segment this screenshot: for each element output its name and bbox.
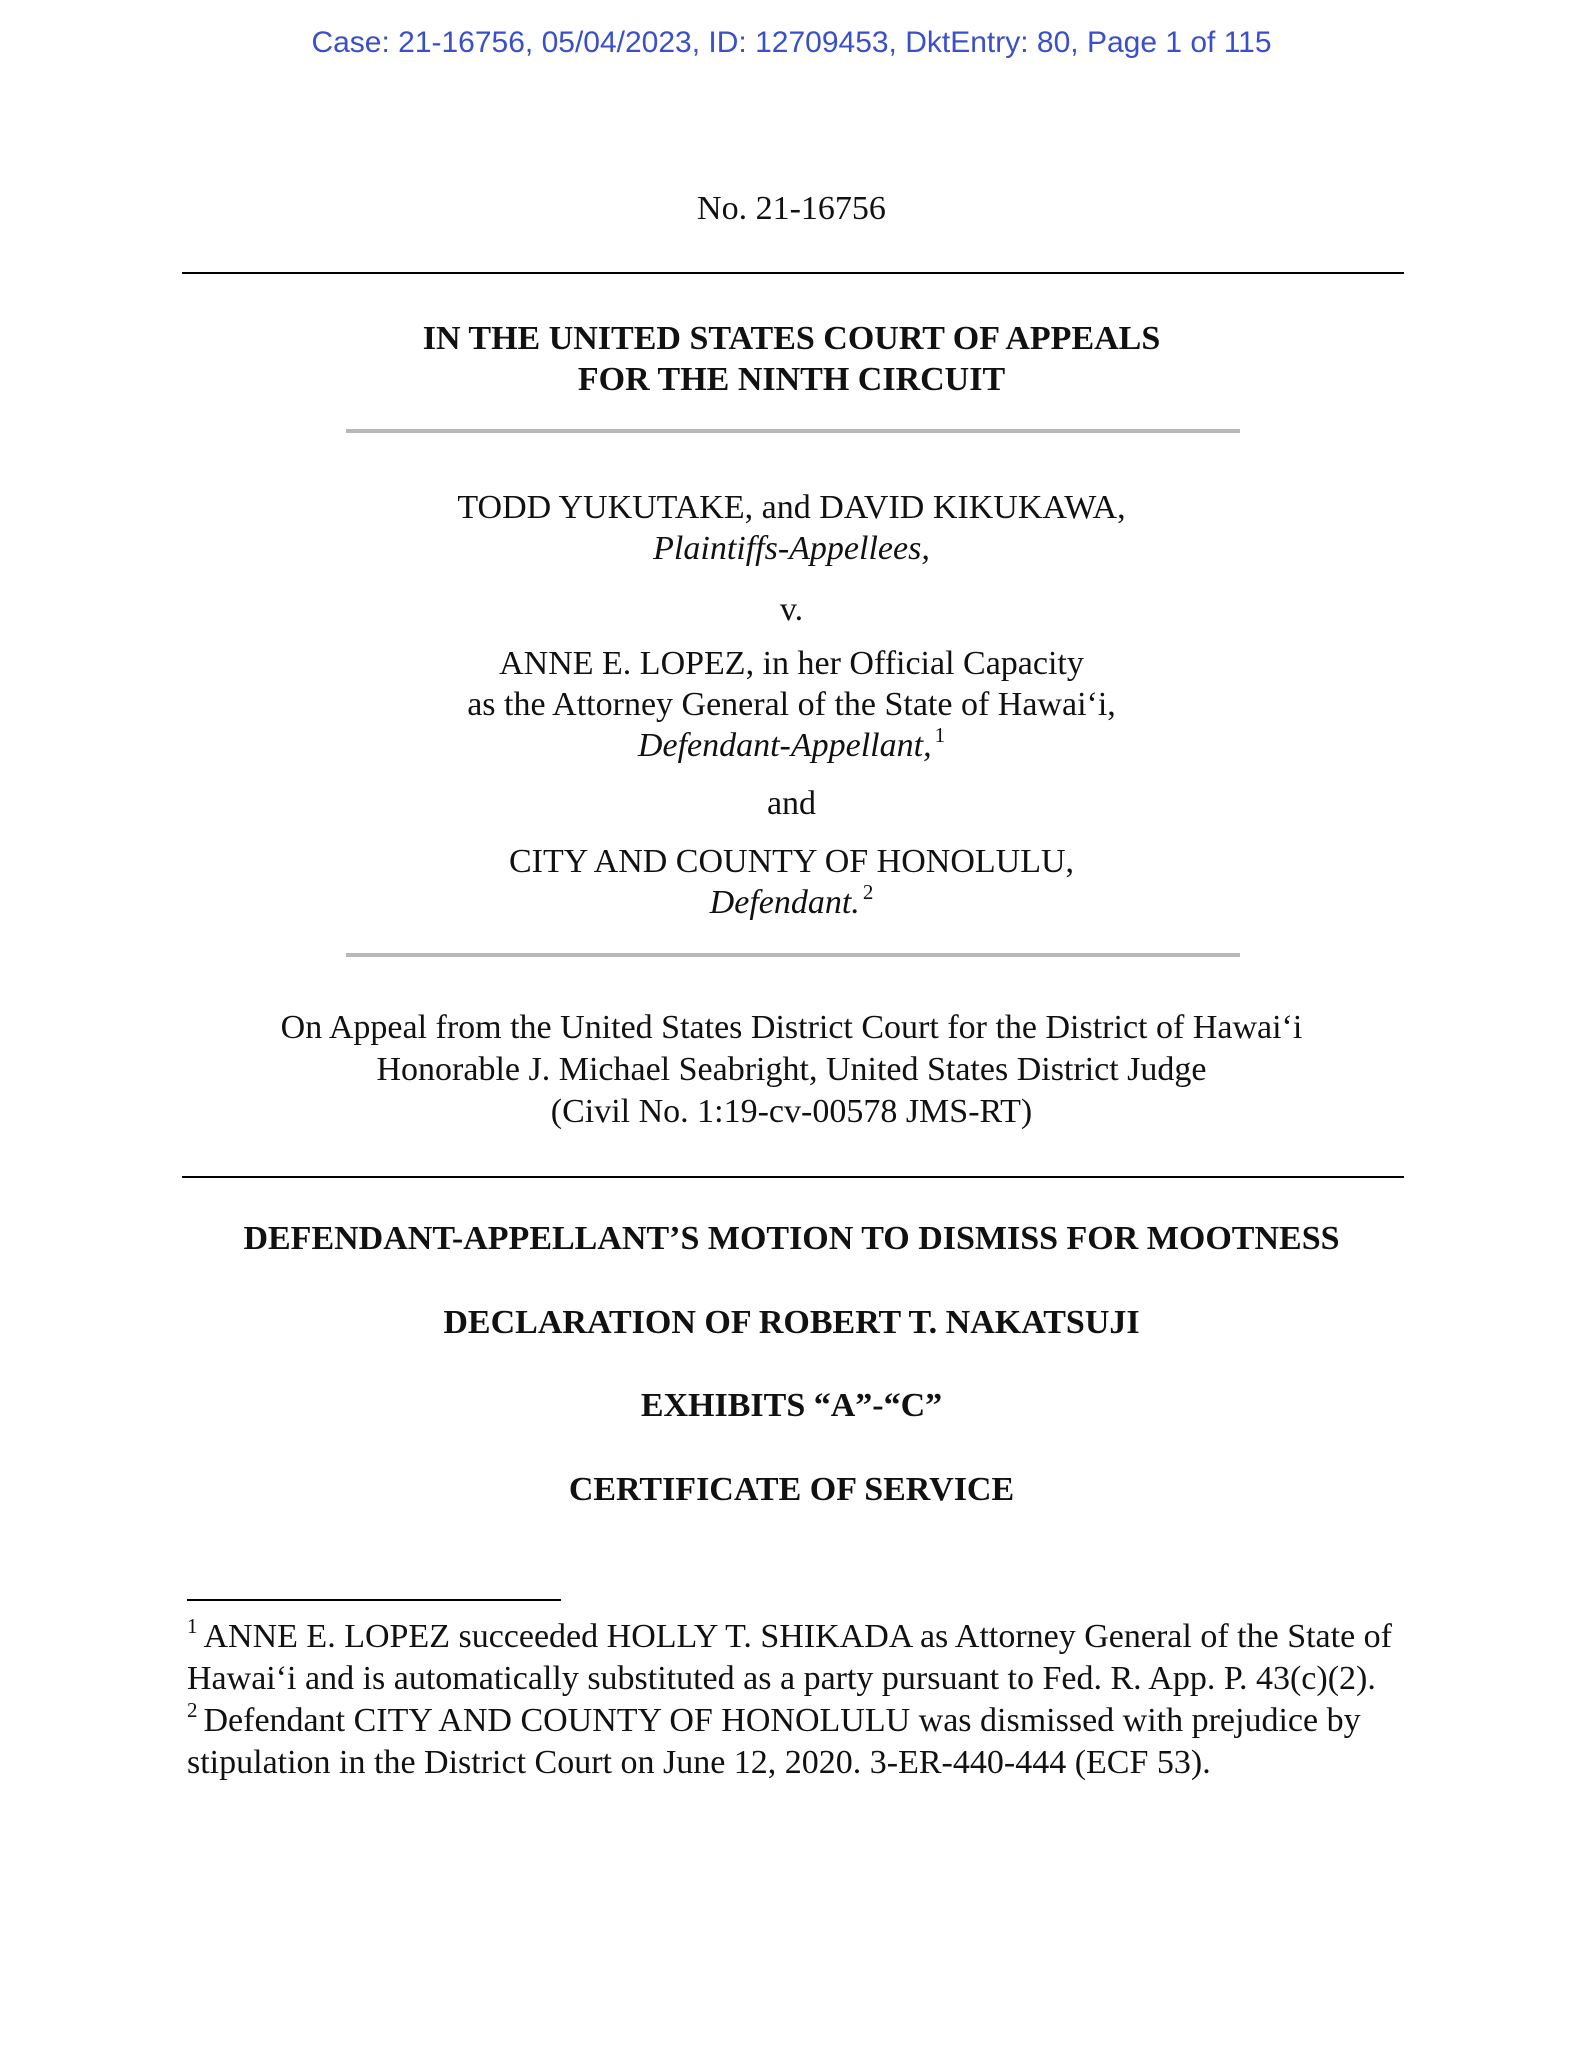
top-divider [182, 272, 1404, 274]
defendant1-role: Defendant-Appellant, [637, 727, 932, 764]
court-name [0, 318, 1583, 400]
appeal-line-3: (Civil No. 1:19-cv-00578 JMS-RT) [550, 1093, 1033, 1130]
defendant1-role-line [0, 722, 1583, 766]
document-title-motion: DEFENDANT-APPELLANT’S MOTION TO DISMISS FOR MOOTNESS [243, 1220, 1340, 1257]
court-divider [346, 429, 1240, 433]
parties-divider [346, 953, 1240, 957]
bottom-divider [182, 1176, 1404, 1178]
case-number: No. 21-16756 [697, 190, 886, 227]
court-line-2: FOR THE NINTH CIRCUIT [577, 361, 1006, 398]
footnote-ref-2: 2 [862, 879, 874, 904]
defendant-appellant-block [0, 643, 1583, 766]
defendant1-line-2: as the Attorney General of the State of Hawai‘i, [467, 686, 1116, 723]
footnote-2-number: 2 [187, 1697, 198, 1722]
defendant2-role: Defendant. [709, 884, 860, 921]
conjunction-and: and [766, 785, 817, 822]
case-header-stamp: Case: 21-16756, 05/04/2023, ID: 12709453, DktEntry: 80, Page 1 of 115 [311, 26, 1272, 59]
footnote-1 [187, 1613, 1417, 1700]
versus: v. [779, 591, 804, 628]
footnote-2-text: Defendant CITY AND COUNTY OF HONOLULU was dismissed with prejudice by stipulation in the District Court on June 12, 2020. 3-ER-440-444 (ECF 53). [187, 1702, 1361, 1781]
appeal-line-2: Honorable J. Michael Seabright, United States District Judge [376, 1051, 1207, 1088]
document-title-certificate: CERTIFICATE OF SERVICE [568, 1471, 1015, 1508]
appeal-line-1: On Appeal from the United States District Court for the District of Hawai‘i [280, 1009, 1303, 1046]
document-title-exhibits: EXHIBITS “A”-“C” [640, 1387, 943, 1424]
defendant1-line-1: ANNE E. LOPEZ, in her Official Capacity [499, 645, 1084, 682]
defendant2-role-line [0, 879, 1583, 923]
footnote-2 [187, 1697, 1417, 1784]
plaintiffs-names: TODD YUKUTAKE, and DAVID KIKUKAWA, [457, 489, 1126, 526]
court-line-1: IN THE UNITED STATES COURT OF APPEALS [422, 320, 1161, 357]
defendant2-name: CITY AND COUNTY OF HONOLULU, [508, 843, 1075, 880]
footnotes [187, 1613, 1417, 1784]
plaintiffs-role: Plaintiffs-Appellees, [653, 530, 930, 567]
footnote-ref-1: 1 [934, 722, 946, 747]
document-title-declaration: DECLARATION OF ROBERT T. NAKATSUJI [443, 1304, 1140, 1341]
appeal-info [0, 1007, 1583, 1133]
footnote-1-number: 1 [187, 1613, 198, 1638]
defendant-block [0, 841, 1583, 923]
footnote-1-text: ANNE E. LOPEZ succeeded HOLLY T. SHIKADA as Attorney General of the State of Hawai‘i and is automatically substituted as a party pursuant to Fed. R. App. P. 43(c)(2). [187, 1618, 1393, 1697]
footnote-separator [187, 1599, 561, 1601]
plaintiffs-block [0, 487, 1583, 569]
